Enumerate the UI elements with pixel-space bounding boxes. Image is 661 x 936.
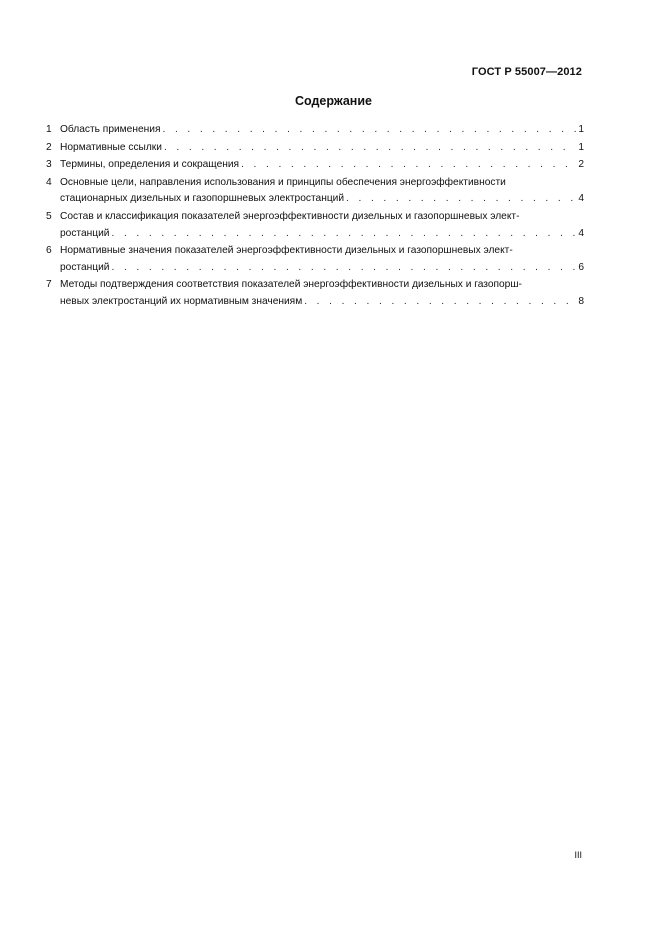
toc-number: 6 — [46, 245, 52, 257]
toc-title: Нормативные ссылки — [60, 141, 162, 153]
dot-leader — [110, 260, 577, 277]
dot-leader — [162, 140, 576, 157]
dot-leader — [110, 226, 577, 243]
document-id: ГОСТ Р 55007—2012 — [471, 66, 582, 78]
dot-leader — [302, 294, 576, 311]
toc-title-continued: невых электростанций их нормативным значениям — [60, 295, 303, 307]
table-of-contents — [46, 122, 584, 312]
toc-entry-3[interactable] — [46, 157, 584, 174]
toc-number: 2 — [46, 141, 52, 153]
toc-page-number: 8 — [578, 295, 584, 307]
toc-entry-6[interactable] — [46, 243, 584, 276]
toc-title-continued: стационарных дизельных и газопоршневых электростанций — [60, 193, 345, 205]
dot-leader — [239, 157, 576, 174]
toc-number: 5 — [46, 210, 52, 222]
toc-title-continued: ростанций — [60, 261, 110, 273]
toc-entry-1[interactable] — [46, 122, 584, 139]
toc-number: 7 — [46, 279, 52, 291]
toc-page-number: 6 — [578, 261, 584, 273]
toc-page-number: 2 — [578, 159, 584, 171]
toc-page-number: 4 — [578, 227, 584, 239]
toc-entry-5[interactable] — [46, 209, 584, 242]
toc-entry-4[interactable] — [46, 175, 584, 208]
toc-title: Основные цели, направления использования и принципы обеспечения энергоэффективности — [60, 176, 506, 188]
toc-page-number: 1 — [578, 141, 584, 153]
toc-page-number: 1 — [578, 124, 584, 135]
dot-leader — [344, 191, 576, 208]
toc-title: Нормативные значения показателей энергоэффективности дизельных и газопоршневых элект- — [60, 245, 513, 257]
toc-title: Методы подтверждения соответствия показателей энергоэффективности дизельных и газопорш- — [60, 279, 522, 291]
toc-title: Термины, определения и сокращения — [60, 159, 240, 171]
toc-title: Состав и классификация показателей энергоэффективности дизельных и газопоршневых элект- — [60, 210, 520, 222]
dot-leader — [160, 122, 576, 139]
toc-entry-2[interactable] — [46, 140, 584, 157]
page-number: III — [574, 850, 582, 860]
toc-number: 3 — [46, 159, 52, 171]
toc-title-continued: ростанций — [60, 227, 110, 239]
toc-title: Область применения — [60, 124, 161, 135]
toc-entry-7[interactable] — [46, 277, 584, 310]
toc-page-number: 4 — [578, 193, 584, 205]
page-title: Содержание — [294, 94, 372, 108]
toc-number: 4 — [46, 176, 52, 188]
toc-number: 1 — [46, 124, 52, 135]
